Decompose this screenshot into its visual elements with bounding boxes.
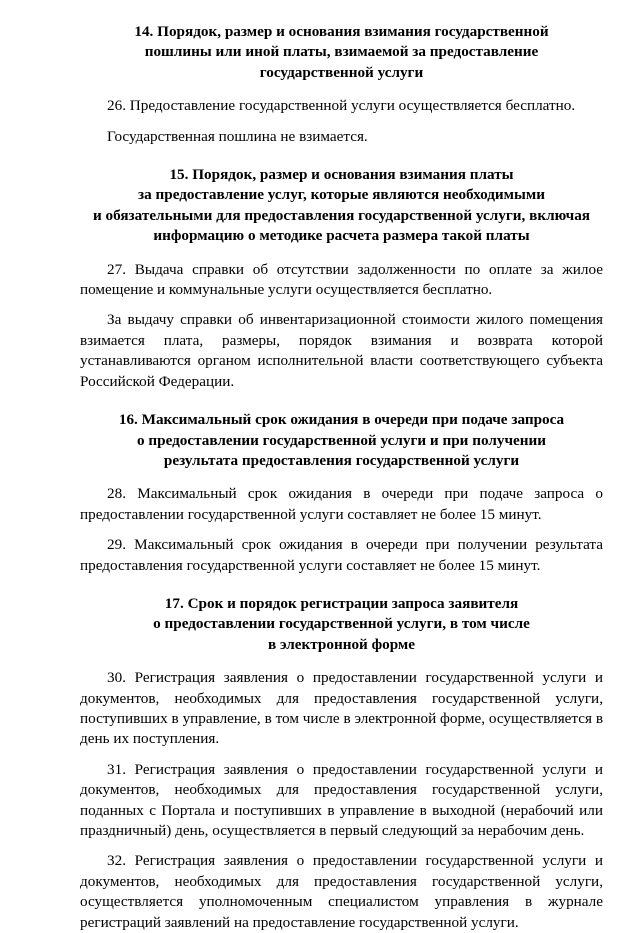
paragraph-duty: Государственная пошлина не взимается. bbox=[107, 127, 368, 145]
heading-line: пошлины или иной платы, взимаемой за предоставление bbox=[144, 43, 539, 61]
heading-line: за предоставление услуг, которые являются необходимыми bbox=[138, 186, 545, 204]
paragraph-31: 31. Регистрация заявления о предоставлении государственной услуги и документов, необходимых для предоставления государственной услуги, поданных с Портала и поступивших в управление в выходной (нерабочий или праздничный) день, осуществляется в первый следующий за нерабочим день. bbox=[80, 760, 603, 839]
heading-line: результата предоставления государственной услуги bbox=[163, 451, 520, 469]
paragraph-30: 30. Регистрация заявления о предоставлении государственной услуги и документов, необходимых для предоставления государственной услуги, поступивших в управление, в том числе в электронной форме, осуществляется в день их поступления. bbox=[80, 669, 603, 748]
section-heading-14 bbox=[80, 22, 603, 83]
document-page bbox=[80, 22, 603, 933]
heading-line: 15. Порядок, размер и основания взимания платы bbox=[169, 166, 514, 184]
heading-line: о предоставлении государственной услуги и при получении bbox=[136, 431, 547, 449]
heading-line: 16. Максимальный срок ожидания в очереди при подаче запроса bbox=[118, 411, 565, 429]
heading-line: 14. Порядок, размер и основания взимания государственной bbox=[134, 23, 549, 40]
section-heading-17 bbox=[80, 594, 603, 655]
heading-line: государственной услуги bbox=[259, 63, 424, 81]
paragraph-27: 27. Выдача справки об отсутствии задолженности по оплате за жилое помещение и коммунальные услуги осуществляется бесплатно. bbox=[80, 260, 603, 299]
heading-line: в электронной форме bbox=[267, 635, 416, 653]
paragraph-32: 32. Регистрация заявления о предоставлении государственной услуги и документов, необходимых для предоставления государственной услуги, осуществляется уполномоченным специалистом управления в журнале регистраций заявлений на предоставление государственной услуги. bbox=[80, 852, 603, 931]
paragraph-inventory-fee: За выдачу справки об инвентаризационной стоимости жилого помещения взимается плата, размеры, порядок взимания и возврата которой устанавливаются органом исполнительной власти соответствующего субъекта Российской Федерации. bbox=[80, 311, 603, 390]
paragraph-29: 29. Максимальный срок ожидания в очереди при получении результата предоставления государственной услуги составляет не более 15 минут. bbox=[80, 536, 603, 574]
section-heading-15 bbox=[80, 165, 603, 247]
heading-line: и обязательными для предоставления государственной услуги, включая bbox=[92, 206, 591, 224]
heading-line: 17. Срок и порядок регистрации запроса заявителя bbox=[164, 594, 519, 612]
paragraph-28: 28. Максимальный срок ожидания в очереди при подаче запроса о предоставлении государственной услуги составляет не более 15 минут. bbox=[80, 485, 603, 523]
heading-line: о предоставлении государственной услуги, в том числе bbox=[153, 615, 530, 633]
heading-line: информацию о методике расчета размера такой платы bbox=[153, 227, 530, 245]
paragraph-26: 26. Предоставление государственной услуги осуществляется бесплатно. bbox=[107, 97, 576, 115]
section-heading-16 bbox=[80, 410, 603, 471]
